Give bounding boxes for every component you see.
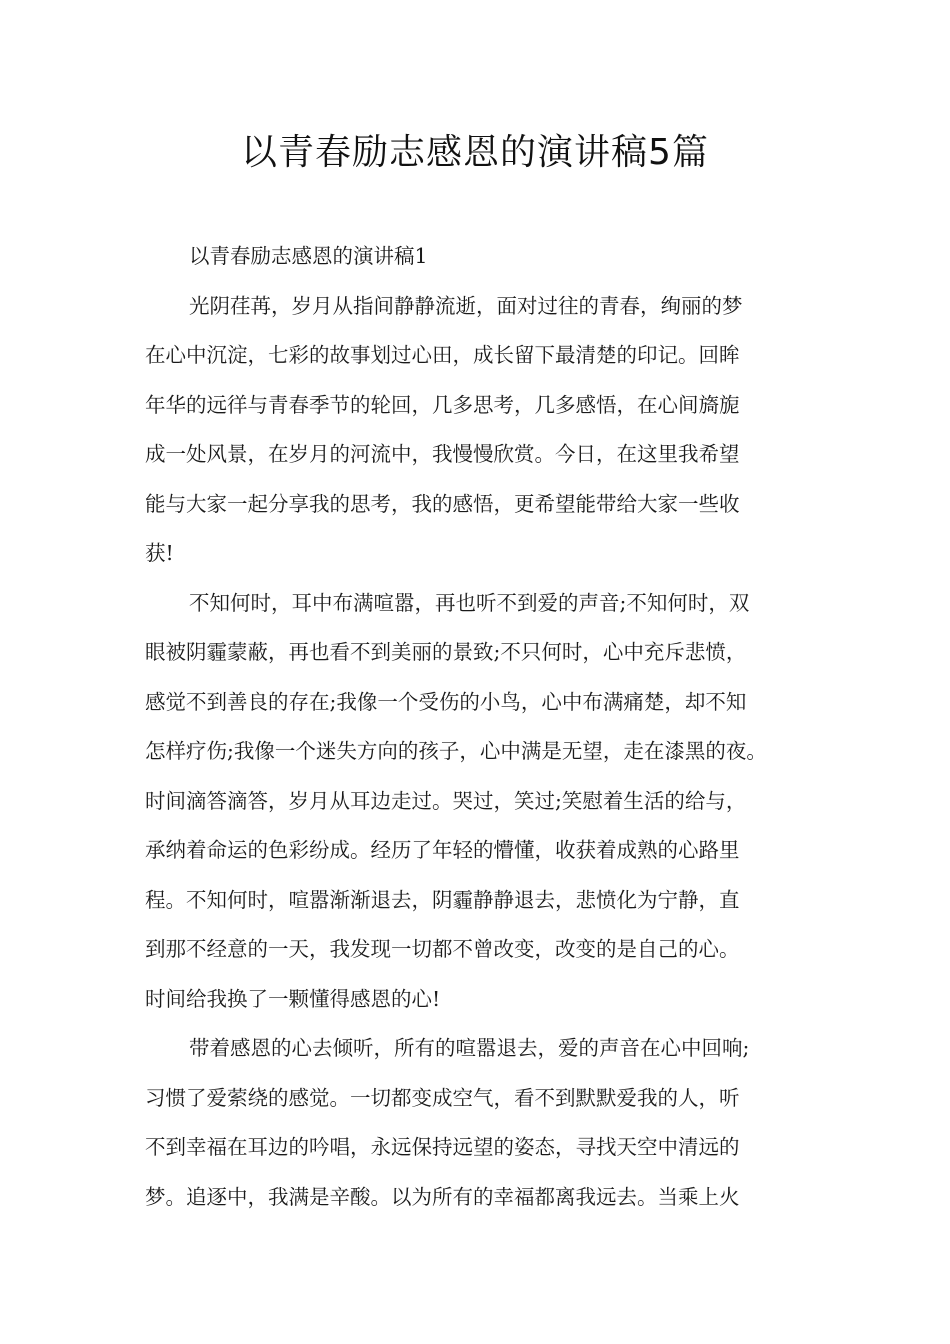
paragraph-1 bbox=[145, 282, 805, 579]
section-heading: 以青春励志感恩的演讲稿1 bbox=[189, 244, 428, 268]
paragraph-line: 在心中沉淀，七彩的故事划过心田，成长留下最清楚的印记。回眸 bbox=[145, 343, 740, 367]
paragraph-line: 眼被阴霾蒙蔽，再也看不到美丽的景致;不只何时，心中充斥悲愤， bbox=[145, 640, 747, 664]
paragraph-line: 梦。追逐中，我满是辛酸。以为所有的幸福都离我远去。当乘上火 bbox=[145, 1184, 740, 1209]
paragraph-line: 时间给我换了一颗懂得感恩的心! bbox=[145, 986, 441, 1011]
paragraph-line: 时间滴答滴答，岁月从耳边走过。哭过，笑过;笑慰着生活的给与， bbox=[145, 788, 747, 813]
paragraph-line: 感觉不到善良的存在;我像一个受伤的小鸟，心中布满痛楚，却不知 bbox=[145, 689, 747, 714]
paragraph-line: 获! bbox=[145, 541, 174, 565]
paragraph-line: 习惯了爱萦绕的感觉。一切都变成空气，看不到默默爱我的人，听 bbox=[145, 1085, 740, 1110]
paragraph-3 bbox=[145, 1024, 805, 1222]
paragraph-line: 年华的远徉与青春季节的轮回，几多思考，几多感悟，在心间旖旎 bbox=[145, 392, 740, 417]
paragraph-line: 带着感恩的心去倾听，所有的喧嚣退去，爱的声音在心中回响; bbox=[189, 1036, 750, 1060]
paragraph-line: 能与大家一起分享我的思考，我的感悟，更希望能带给大家一些收 bbox=[145, 491, 740, 516]
paragraph-line: 承纳着命运的色彩纷成。经历了年轻的懵懂，收获着成熟的心路里 bbox=[145, 838, 740, 862]
paragraph-line: 怎样疗伤;我像一个迷失方向的孩子，心中满是无望，走在漆黑的夜。 bbox=[145, 739, 767, 763]
paragraph-line: 光阴荏苒，岁月从指间静静流逝，面对过往的青春，绚丽的梦 bbox=[189, 293, 743, 318]
paragraph-line: 程。不知何时，喧嚣渐渐退去，阴霾静静退去，悲愤化为宁静，直 bbox=[145, 887, 740, 912]
paragraph-line: 不知何时，耳中布满喧嚣，再也听不到爱的声音;不知何时，双 bbox=[189, 590, 750, 615]
paragraph-line: 不到幸福在耳边的吟唱，永远保持远望的姿态，寻找天空中清远的 bbox=[145, 1135, 740, 1159]
paragraph-line: 成一处风景，在岁月的河流中，我慢慢欣赏。今日，在这里我希望 bbox=[145, 442, 740, 466]
document-title: 以青春励志感恩的演讲稿5篇 bbox=[241, 132, 709, 173]
paragraph-2 bbox=[145, 579, 805, 1025]
document-body bbox=[145, 232, 805, 1222]
paragraph-line: 到那不经意的一天，我发现一切都不曾改变，改变的是自己的心。 bbox=[145, 937, 740, 961]
